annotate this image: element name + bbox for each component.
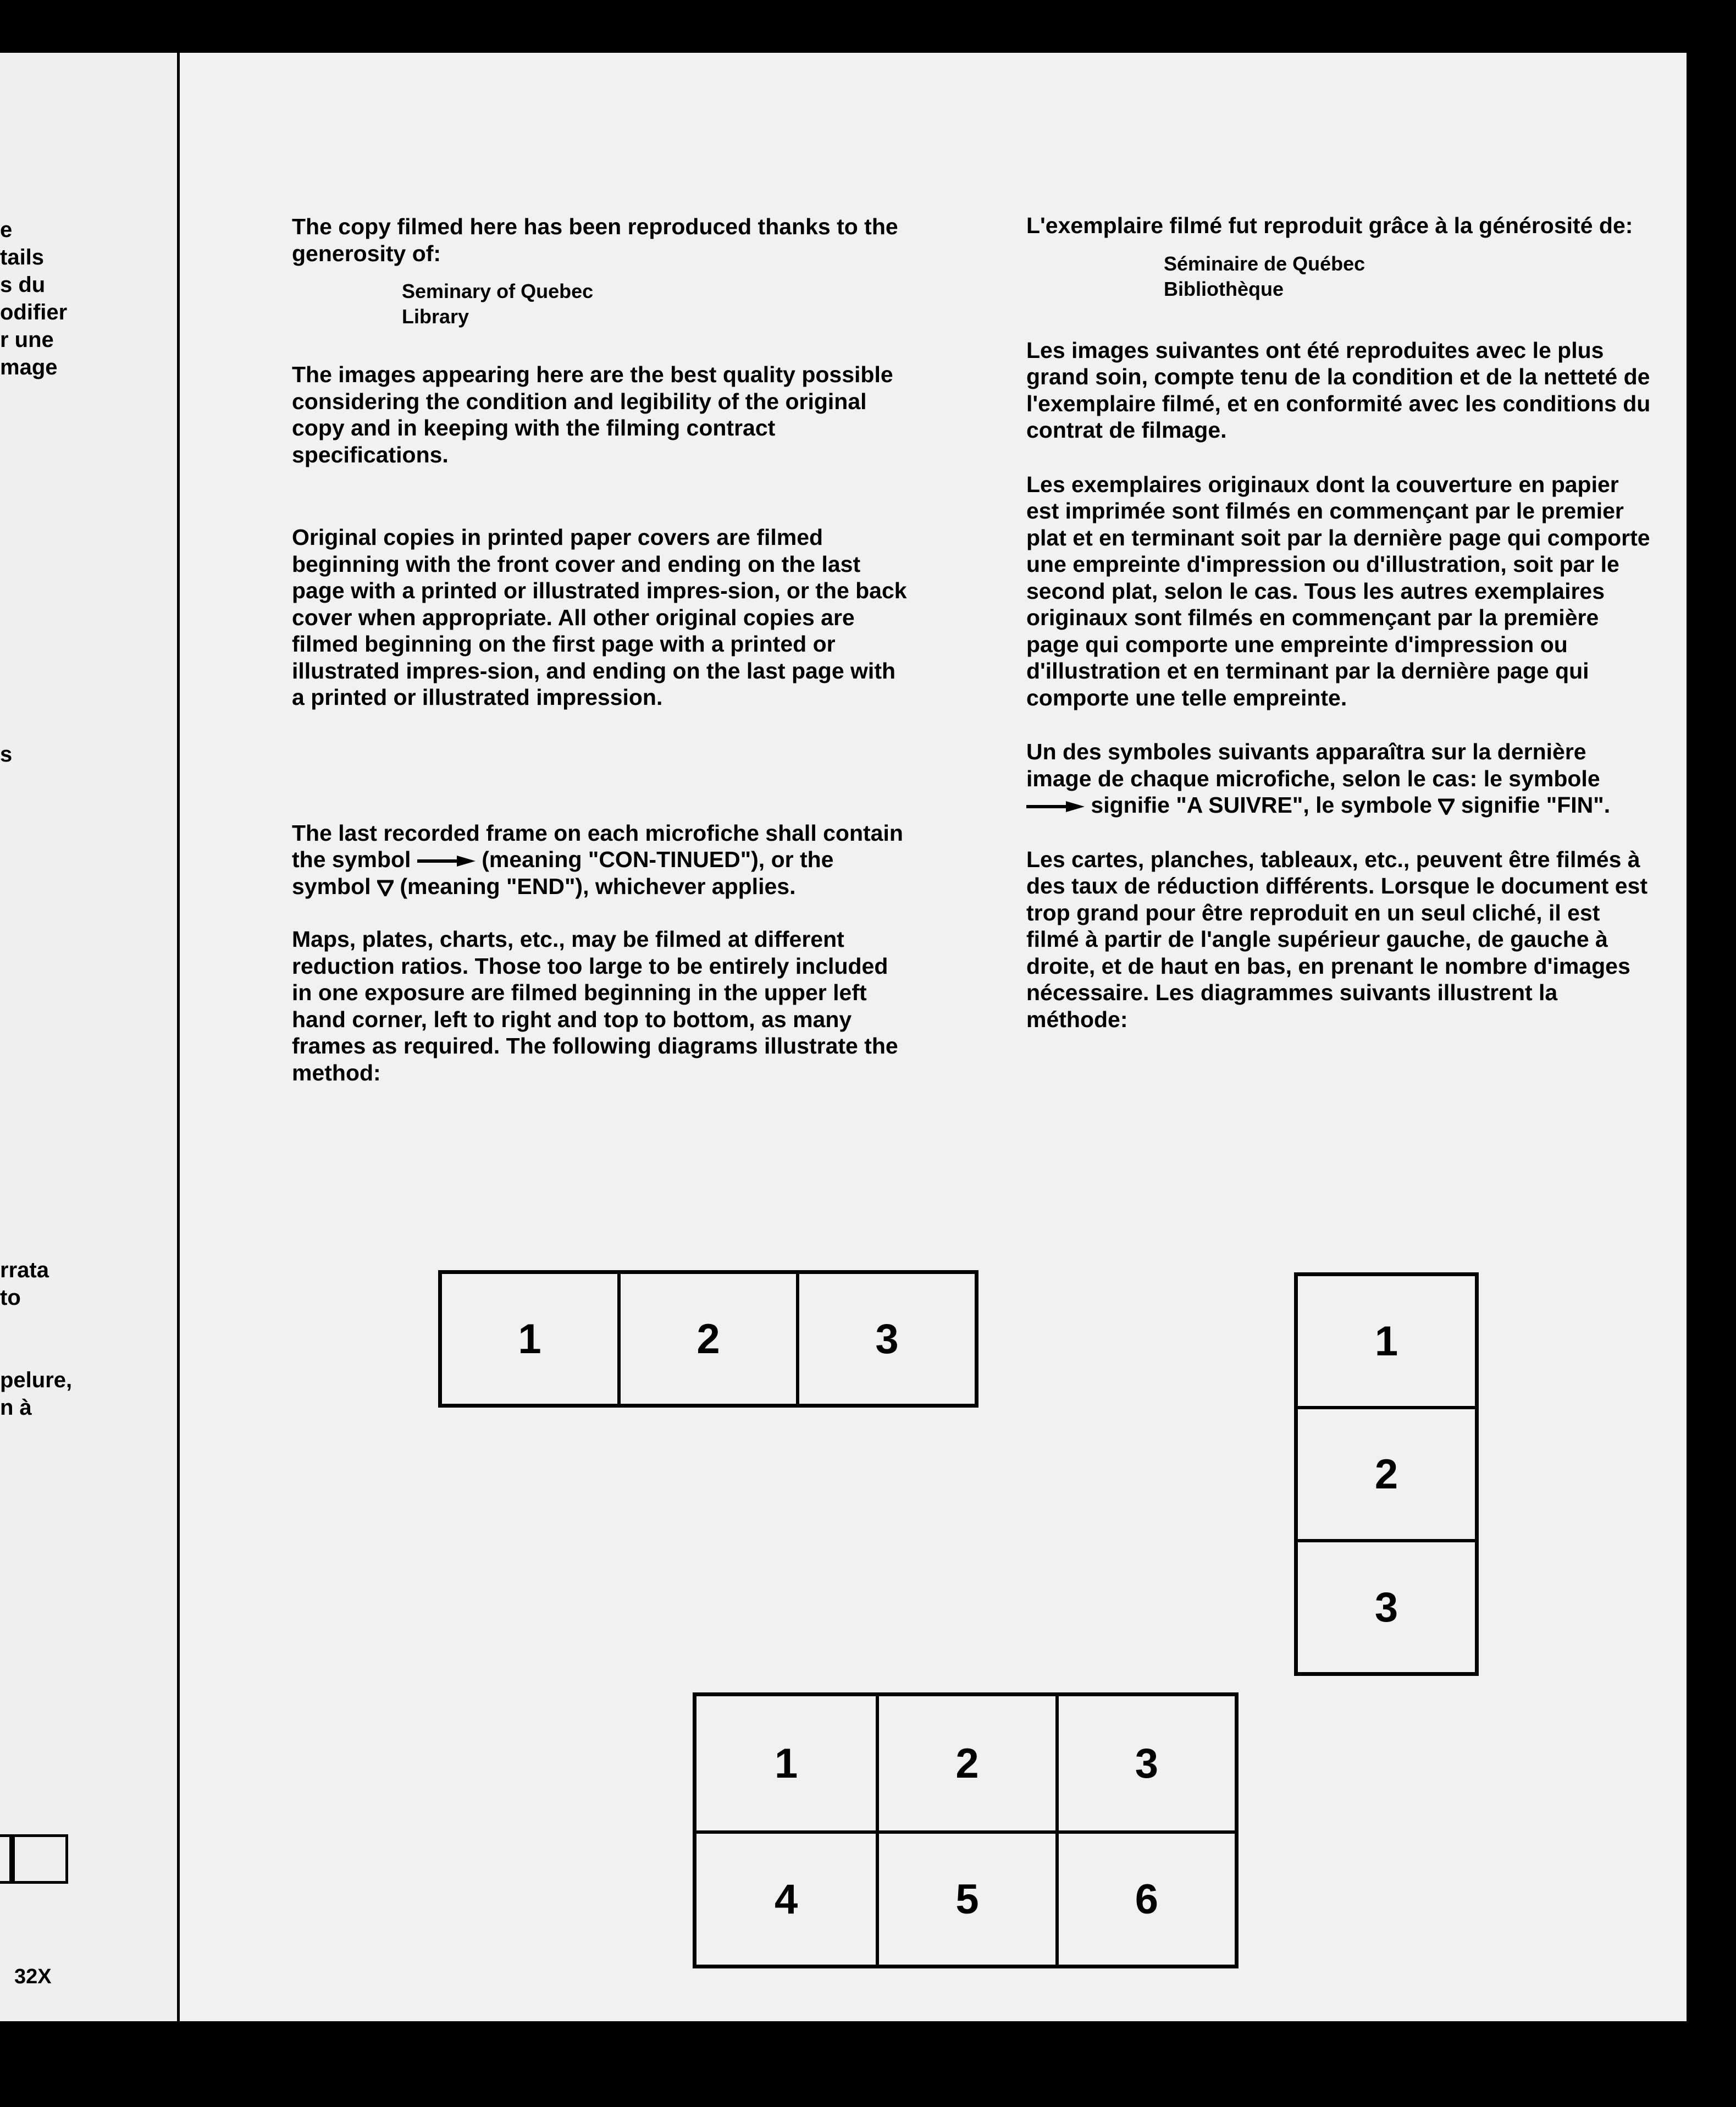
diagram-frame: 3 [1298,1539,1475,1672]
left-page-edge [0,53,177,2021]
arrow-right-icon [417,855,476,867]
symbols-text: Un des symboles suivants apparaîtra sur la dernière image de chaque microfiche, selon le cas: le symbole [1026,739,1600,791]
left-fragment: tails [0,245,45,269]
diagram-frame: 1 [775,1740,798,1787]
left-fragment: odifier [0,300,68,324]
english-maps-paragraph: Maps, plates, charts, etc., may be filmed at different reduction ratios. Those too large to be entirely included in one exposure are filmed beginning in the upper left hand corner, left to right and top to bottom, as many frames as required. The following diagrams illustrate the method: [292,926,898,1085]
diagram-frame: 1 [518,1315,541,1363]
french-column [1026,212,1653,1033]
magnification-target [0,1834,68,1884]
french-maps-paragraph: Les cartes, planches, tableaux, etc., peuvent être filmés à des taux de réduction différents. Lorsque le document est trop grand pour être reproduit en un seul cliché, il est filmé à partir de l'angle supérieur gauche, de gauche à droite, et de haut en bas, en prenant le nombre d'images nécessaire. Les diagrammes suivants illustrent la méthode: [1026,846,1647,1032]
triangle-down-icon [377,880,394,896]
left-fragment: s [0,742,13,766]
left-fragment: n à [0,1396,32,1420]
target-page [180,53,1687,2021]
english-credit: The copy filmed here has been reproduced thanks to the generosity of: [292,214,898,266]
symbols-text: signifie "FIN". [1461,792,1611,818]
french-quality-paragraph: Les images suivantes ont été reproduites avec le plus grand soin, compte tenu de la condition et de la netteté de l'exemplaire filmé, et en conformité avec les conditions du contrat de filmage. [1026,337,1651,443]
diagram-frame: 4 [696,1830,876,1965]
french-covers-paragraph: Les exemplaires originaux dont la couverture en papier est imprimée sont filmés en commençant par le premier plat et en terminant soit par la dernière page qui comporte une empreinte d'impression ou d'illustration, soit par le second plat, selon le cas. Tous les autres exemplaires originaux sont filmés en commençant par la première page qui comporte une empreinte d'impression ou d'illustration et en terminant par la dernière page qui comporte une telle empreinte. [1026,471,1650,710]
symbols-text: (meaning "END"), whichever applies. [400,873,796,899]
symbols-text: signifie "A SUIVRE", le symbole [1091,792,1433,818]
left-fragment: rrata [0,1258,49,1282]
english-quality-paragraph: The images appearing here are the best quality possible considering the condition and legibility of the original copy and in keeping with the filming contract specifications. [292,362,893,467]
diagram-frame: 3 [796,1274,975,1404]
english-library-name: Seminary of Quebec [402,280,594,302]
diagram-frame: 2 [876,1696,1055,1830]
magnification-label: 32X [14,1965,52,1988]
arrow-right-icon [1026,801,1085,813]
english-column [292,213,908,1086]
symbols-text: The last recorded frame on each microfiche shall contain the symbol [292,820,903,872]
diagram-grid [693,1692,1239,1968]
english-library-sub: Library [402,305,469,328]
french-symbols-paragraph [1026,738,1653,819]
left-fragment: e [0,218,13,242]
english-symbols-paragraph [292,820,908,900]
left-fragment: s du [0,273,46,297]
diagram-frame: 5 [876,1830,1055,1965]
diagram-frame: 1 [1374,1317,1398,1365]
left-fragment: pelure, [0,1368,73,1392]
target-box [12,1834,68,1884]
diagram-column [1294,1272,1479,1676]
left-fragment: mage [0,355,58,379]
diagram-frame: 6 [1055,1830,1235,1965]
left-fragment: to [0,1286,21,1310]
target-box [0,1834,12,1884]
symbols-text: (meaning "CON-TINUED"), or the symbol [292,847,834,899]
french-library-name: Séminaire de Québec [1164,252,1365,275]
diagram-frame: 3 [1055,1696,1235,1830]
french-credit: L'exemplaire filmé fut reproduit grâce à la générosité de: [1026,213,1633,238]
english-covers-paragraph: Original copies in printed paper covers are filmed beginning with the front cover and ending on the last page with a printed or illustrated impres-sion, or the back cover when appropriate. All other original copies are filmed beginning on the first page with a printed or illustrated impres-sion, and ending on the last page with a printed or illustrated impression. [292,525,907,710]
left-fragment: r une [0,328,54,352]
diagram-frame: 2 [1298,1406,1475,1539]
triangle-down-icon [1438,798,1455,815]
diagram-row [438,1270,978,1408]
french-library-sub: Bibliothèque [1164,277,1284,300]
diagram-frame: 2 [617,1274,796,1404]
